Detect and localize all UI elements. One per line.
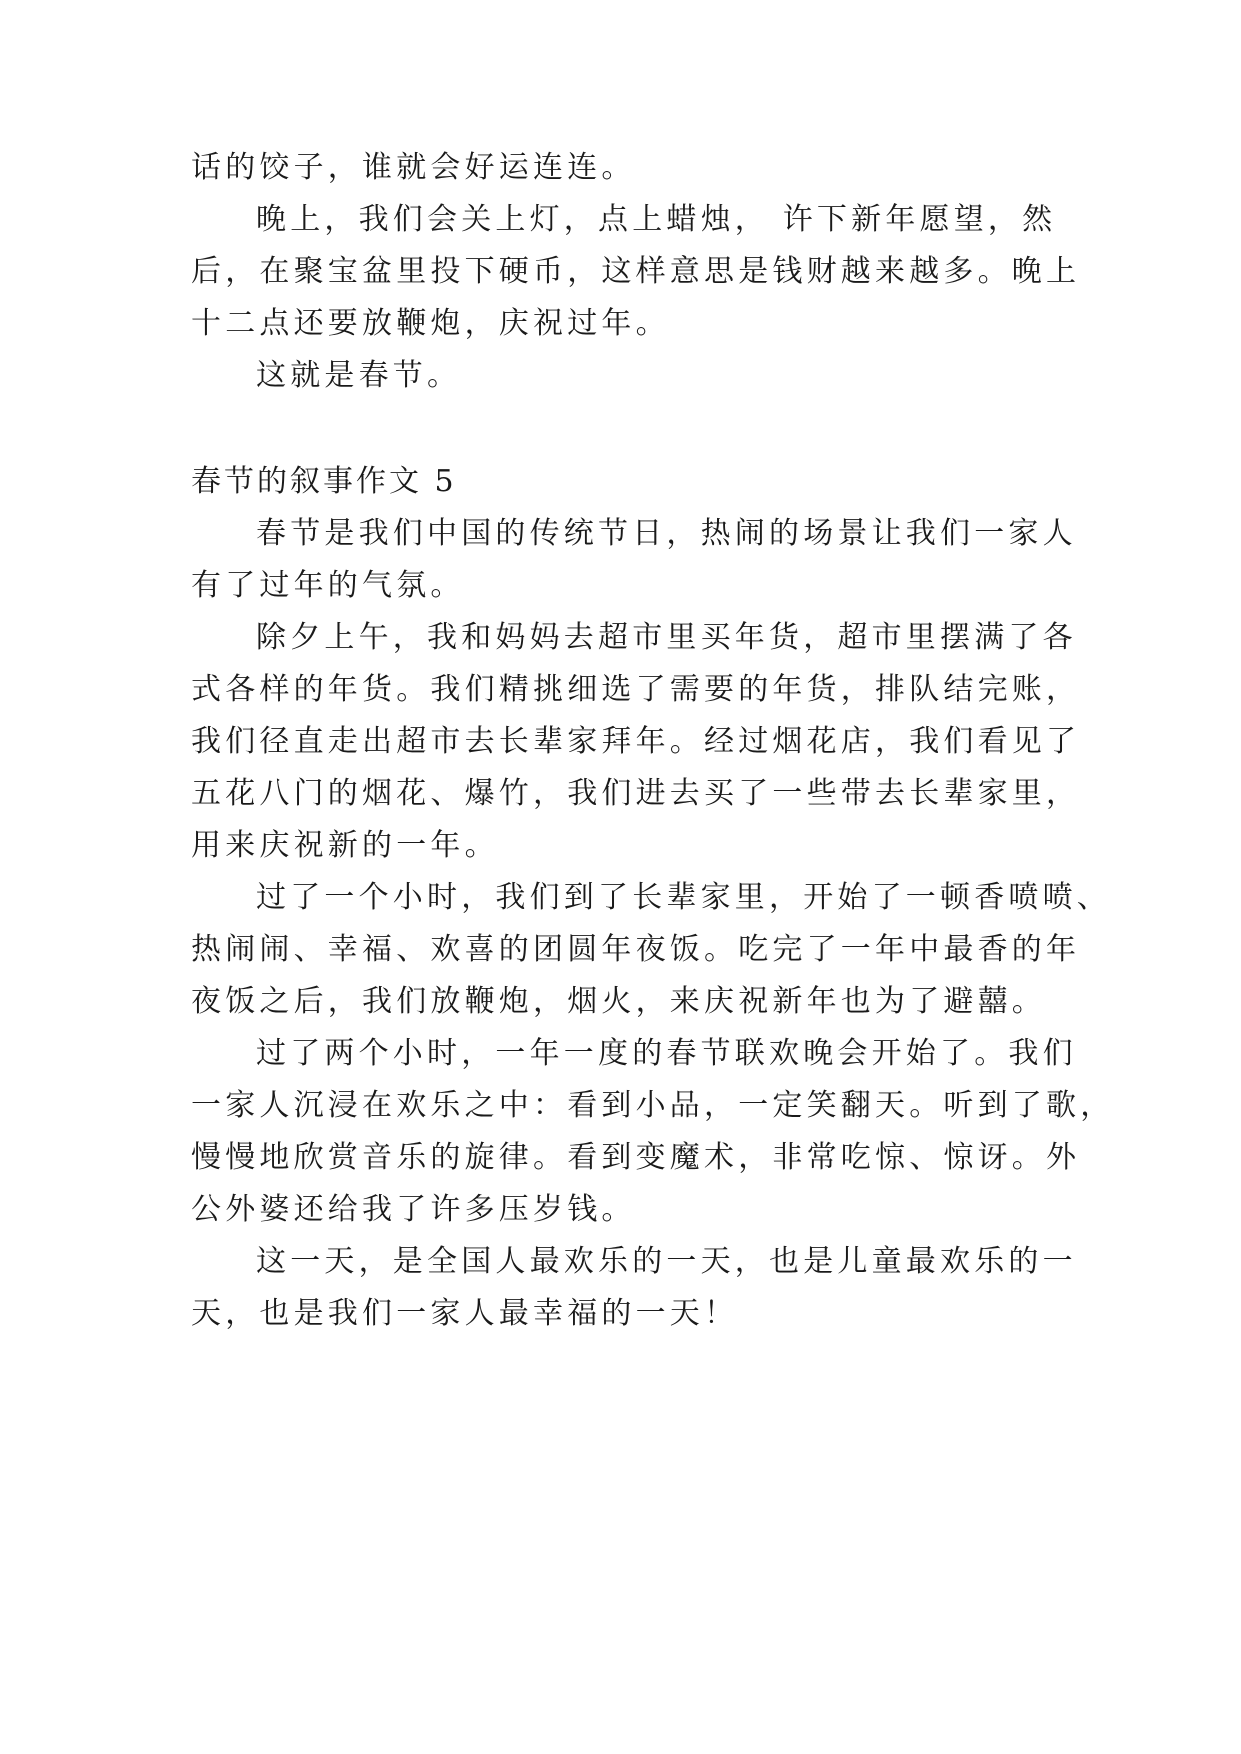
paragraph-line: 话的饺子，谁就会好运连连。	[191, 150, 636, 185]
paragraph-line: 后，在聚宝盆里投下硬币，这样意思是钱财越来越多。晚上	[191, 254, 1081, 289]
paragraph-line: 有了过年的气氛。	[191, 568, 465, 603]
paragraph-line: 式各样的年货。我们精挑细选了需要的年货，排队结完账，	[191, 672, 1081, 707]
paragraph-line: 这一天，是全国人最欢乐的一天，也是儿童最欢乐的一	[256, 1244, 1077, 1279]
paragraph-line: 除夕上午，我和妈妈去超市里买年货，超市里摆满了各	[256, 620, 1077, 655]
paragraph-line: 晚上，我们会关上灯，点上蜡烛， 许下新年愿望，然	[256, 202, 1057, 237]
paragraph-line: 十二点还要放鞭炮，庆祝过年。	[191, 306, 670, 341]
paragraph-line: 热闹闹、幸福、欢喜的团圆年夜饭。吃完了一年中最香的年	[191, 932, 1081, 967]
paragraph-line: 春节是我们中国的传统节日，热闹的场景让我们一家人	[256, 516, 1077, 551]
paragraph-line: 公外婆还给我了许多压岁钱。	[191, 1192, 636, 1227]
paragraph-line: 慢慢地欣赏音乐的旋律。看到变魔术，非常吃惊、惊讶。外	[191, 1140, 1081, 1175]
paragraph-line: 这就是春节。	[256, 358, 462, 393]
paragraph-line: 夜饭之后，我们放鞭炮，烟火，来庆祝新年也为了避囍。	[191, 984, 1046, 1019]
paragraph-line: 用来庆祝新的一年。	[191, 828, 499, 863]
essay-title: 春节的叙事作文 5	[191, 464, 457, 499]
paragraph-line: 我们径直走出超市去长辈家拜年。经过烟花店，我们看见了	[191, 724, 1081, 759]
paragraph-line: 天，也是我们一家人最幸福的一天！	[191, 1296, 739, 1331]
paragraph-line: 一家人沉浸在欢乐之中：看到小品，一定笑翻天。听到了歌，	[191, 1088, 1115, 1123]
paragraph-line: 过了一个小时，我们到了长辈家里，开始了一顿香喷喷、	[256, 880, 1111, 915]
paragraph-line: 过了两个小时，一年一度的春节联欢晚会开始了。我们	[256, 1036, 1077, 1071]
paragraph-line: 五花八门的烟花、爆竹，我们进去买了一些带去长辈家里，	[191, 776, 1081, 811]
